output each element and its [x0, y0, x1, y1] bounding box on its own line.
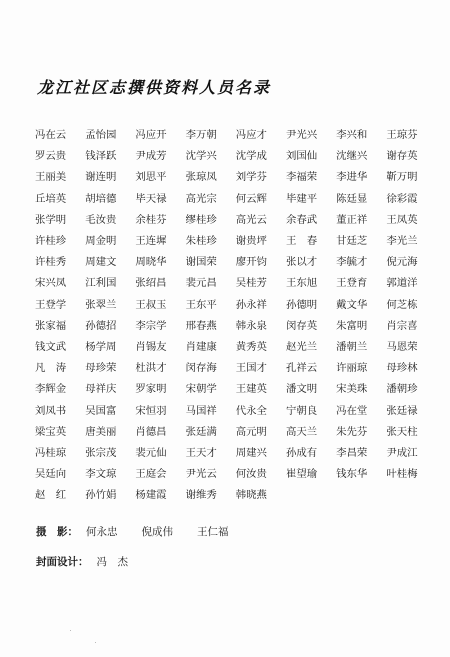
contributor-name: 刘学芬 — [235, 171, 267, 184]
contributor-name: 肖德昌 — [135, 425, 167, 438]
contributor-name: 黄秀英 — [235, 340, 267, 353]
contributor-name: 罗家明 — [135, 383, 167, 396]
photographer-name: 倪成伟 — [141, 526, 173, 538]
contributor-name: 邢春燕 — [185, 319, 217, 332]
scan-speck — [70, 630, 71, 631]
contributor-name: 潘朝兰 — [336, 340, 368, 353]
contributor-name: 李光兰 — [386, 235, 418, 248]
photography-credit — [36, 524, 253, 539]
contributor-name: 缪桂珍 — [185, 213, 217, 226]
cover-designer-name: 冯 杰 — [96, 556, 128, 568]
contributor-name: 朱富明 — [336, 319, 368, 332]
contributor-name: 梁宝英 — [35, 425, 67, 438]
contributor-name: 吴桂芳 — [235, 277, 267, 290]
contributor-name: 王天才 — [185, 446, 217, 459]
contributor-name: 尹成芳 — [135, 150, 167, 163]
contributor-name: 杨学周 — [85, 340, 117, 353]
scan-speck — [95, 642, 96, 643]
contributor-name: 冯在云 — [35, 129, 67, 142]
names-row — [35, 144, 437, 165]
contributor-name: 张家福 — [35, 319, 67, 332]
contributor-name: 冯应开 — [135, 129, 167, 142]
contributor-name: 李宗学 — [135, 319, 167, 332]
contributor-name: 王东平 — [185, 298, 217, 311]
contributor-name: 张学明 — [35, 213, 67, 226]
contributor-name: 尹光兴 — [285, 129, 318, 142]
names-grid — [35, 123, 437, 504]
names-row — [35, 187, 437, 208]
contributor-name: 张琼凤 — [185, 171, 217, 184]
contributor-name: 王国才 — [235, 362, 267, 375]
contributor-name: 孔祥云 — [285, 362, 318, 375]
contributor-name: 孙竹娟 — [85, 489, 117, 502]
contributor-name: 赵 红 — [35, 489, 67, 502]
contributor-name: 凡 涛 — [35, 362, 67, 375]
contributor-name: 裴元仙 — [135, 446, 167, 459]
names-row — [35, 462, 437, 483]
contributor-name: 李昌荣 — [336, 446, 368, 459]
photographer-name: 何永忠 — [86, 526, 118, 538]
contributor-name: 倪元海 — [386, 256, 418, 269]
contributor-name: 王凤英 — [386, 213, 418, 226]
contributor-name: 谢贵坪 — [235, 235, 267, 248]
contributor-name: 余春武 — [285, 213, 318, 226]
contributor-name: 孟怡园 — [85, 129, 117, 142]
contributor-name: 张以才 — [285, 256, 318, 269]
contributor-name: 裴元昌 — [185, 277, 217, 290]
contributor-name: 毛汝贵 — [85, 213, 117, 226]
contributor-name: 冯桂琼 — [35, 446, 67, 459]
contributor-name: 宋恒羽 — [135, 404, 167, 417]
contributor-name: 沈继兴 — [336, 150, 368, 163]
contributor-name: 尹成江 — [386, 446, 418, 459]
contributor-name: 李福荣 — [285, 171, 318, 184]
names-row — [35, 208, 437, 229]
contributor-name: 周晓华 — [135, 256, 167, 269]
contributor-name: 吴廷向 — [35, 468, 67, 481]
contributor-name: 张翠兰 — [85, 298, 117, 311]
contributor-name: 王建英 — [235, 383, 267, 396]
contributor-name: 沈学兴 — [185, 150, 217, 163]
contributor-name: 王登学 — [35, 298, 67, 311]
contributor-name: 宁朝良 — [285, 404, 318, 417]
contributor-name: 周建兴 — [235, 446, 267, 459]
contributor-name: 赵光兰 — [285, 340, 318, 353]
contributor-name: 王琼芬 — [386, 129, 418, 142]
cover-design-credit — [36, 554, 152, 569]
contributor-name: 潘朝珍 — [386, 383, 418, 396]
contributor-name: 甘廷芝 — [336, 235, 368, 248]
contributor-name: 周建文 — [85, 256, 117, 269]
contributor-name: 谢存英 — [386, 150, 418, 163]
contributor-name: 毕天禄 — [135, 192, 167, 205]
contributor-name: 谢维秀 — [185, 489, 217, 502]
contributor-name: 宋美珠 — [336, 383, 368, 396]
names-row — [35, 335, 437, 356]
contributor-name: 胡培德 — [85, 192, 117, 205]
contributor-name: 孙成有 — [285, 446, 318, 459]
contributor-name: 许桂珍 — [35, 235, 67, 248]
names-row — [35, 377, 437, 398]
names-row — [35, 314, 437, 335]
names-row — [35, 441, 437, 462]
contributor-name: 潘文明 — [285, 383, 318, 396]
contributor-name: 董正祥 — [336, 213, 368, 226]
contributor-name: 李万朝 — [185, 129, 217, 142]
contributor-name: 高光云 — [235, 213, 267, 226]
contributor-name: 李辉金 — [35, 383, 67, 396]
contributor-name: 冯应才 — [235, 129, 267, 142]
names-row — [35, 420, 437, 441]
contributor-name: 毕建平 — [285, 192, 318, 205]
contributor-name: 韩晓燕 — [235, 489, 267, 502]
contributor-name: 张绍昌 — [135, 277, 167, 290]
contributor-name: 闵存英 — [285, 319, 318, 332]
names-row — [35, 250, 437, 271]
contributor-name: 李文琼 — [85, 468, 117, 481]
contributor-name: 高光宗 — [185, 192, 217, 205]
contributor-name: 杨建霞 — [135, 489, 167, 502]
contributor-name: 何云辉 — [235, 192, 267, 205]
contributor-name: 谢连明 — [85, 171, 117, 184]
contributor-name: 罗云贵 — [35, 150, 67, 163]
page-title: 龙江社区志撰供资料人员名录 — [37, 78, 272, 97]
contributor-name: 王叔玉 — [135, 298, 167, 311]
contributor-name: 高天兰 — [285, 425, 318, 438]
contributor-name: 闵存海 — [185, 362, 217, 375]
contributor-name: 母珍荣 — [85, 362, 117, 375]
contributor-name: 朱先芬 — [336, 425, 368, 438]
contributor-name: 钱东华 — [336, 468, 368, 481]
contributor-name: 丘培英 — [35, 192, 67, 205]
contributor-name: 韩永泉 — [235, 319, 267, 332]
contributor-name: 肖宗喜 — [386, 319, 418, 332]
contributor-name: 何汝贵 — [235, 468, 267, 481]
contributor-name: 廖开钧 — [235, 256, 267, 269]
contributor-name: 沈学成 — [235, 150, 267, 163]
contributor-name: 戴文华 — [336, 298, 368, 311]
contributor-name: 王连墀 — [135, 235, 167, 248]
contributor-name: 李毓才 — [336, 256, 368, 269]
contributor-name: 母祥庆 — [85, 383, 117, 396]
photographer-name: 王仁福 — [197, 526, 229, 538]
names-row — [35, 398, 437, 419]
contributor-name: 高元明 — [235, 425, 267, 438]
contributor-name: 母珍林 — [386, 362, 418, 375]
contributor-name: 刘国仙 — [285, 150, 318, 163]
contributor-name: 刘思平 — [135, 171, 167, 184]
contributor-name: 冯在堂 — [336, 404, 368, 417]
contributor-name: 肖建康 — [185, 340, 217, 353]
contributor-name: 肖锡友 — [135, 340, 167, 353]
names-row — [35, 483, 437, 504]
contributor-name: 孙德明 — [285, 298, 318, 311]
contributor-name: 王庭会 — [135, 468, 167, 481]
contributor-name: 王 春 — [285, 235, 318, 248]
contributor-name: 张廷满 — [185, 425, 217, 438]
contributor-name: 孙永祥 — [235, 298, 267, 311]
contributor-name: 何芝栋 — [386, 298, 418, 311]
contributor-name: 钱泽跃 — [85, 150, 117, 163]
contributor-name: 周金明 — [85, 235, 117, 248]
contributor-name: 靳万明 — [386, 171, 418, 184]
contributor-name: 叶桂梅 — [386, 468, 418, 481]
contributor-name: 江利国 — [85, 277, 117, 290]
contributor-name: 尹光云 — [185, 468, 217, 481]
contributor-name: 刘凤书 — [35, 404, 67, 417]
contributor-name: 王东旭 — [285, 277, 318, 290]
names-row — [35, 293, 437, 314]
contributor-name: 许桂秀 — [35, 256, 67, 269]
contributor-name: 张天柱 — [386, 425, 418, 438]
contributor-name: 陈廷显 — [336, 192, 368, 205]
photography-label: 摄 影： — [36, 526, 78, 538]
contributor-name: 郭道洋 — [386, 277, 418, 290]
names-row — [35, 271, 437, 292]
contributor-name: 马恩荣 — [386, 340, 418, 353]
contributor-name: 李兴和 — [336, 129, 368, 142]
contributor-name: 孙德招 — [85, 319, 117, 332]
contributor-name: 许丽琼 — [336, 362, 368, 375]
contributor-name: 钱文武 — [35, 340, 67, 353]
names-row — [35, 123, 437, 144]
contributor-name: 宋兴凤 — [35, 277, 67, 290]
names-row — [35, 165, 437, 186]
contributor-name: 杜洪才 — [135, 362, 167, 375]
contributor-name: 李进华 — [336, 171, 368, 184]
contributor-name: 徐彩霞 — [386, 192, 418, 205]
contributor-name: 王丽美 — [35, 171, 67, 184]
contributor-name: 张廷禄 — [386, 404, 418, 417]
contributor-name: 余桂芬 — [135, 213, 167, 226]
cover-design-label: 封面设计： — [36, 556, 89, 568]
contributor-name: 张宗茂 — [85, 446, 117, 459]
contributor-name: 王登育 — [336, 277, 368, 290]
contributor-name: 唐美丽 — [85, 425, 117, 438]
contributor-name: 马国祥 — [185, 404, 217, 417]
contributor-name: 朱桂珍 — [185, 235, 217, 248]
contributor-name: 谢国荣 — [185, 256, 217, 269]
names-row — [35, 229, 437, 250]
names-row — [35, 356, 437, 377]
contributor-name: 代永全 — [235, 404, 267, 417]
contributor-name: 崔望瑜 — [285, 468, 318, 481]
contributor-name: 宋朝学 — [185, 383, 217, 396]
contributor-name: 吴国富 — [85, 404, 117, 417]
